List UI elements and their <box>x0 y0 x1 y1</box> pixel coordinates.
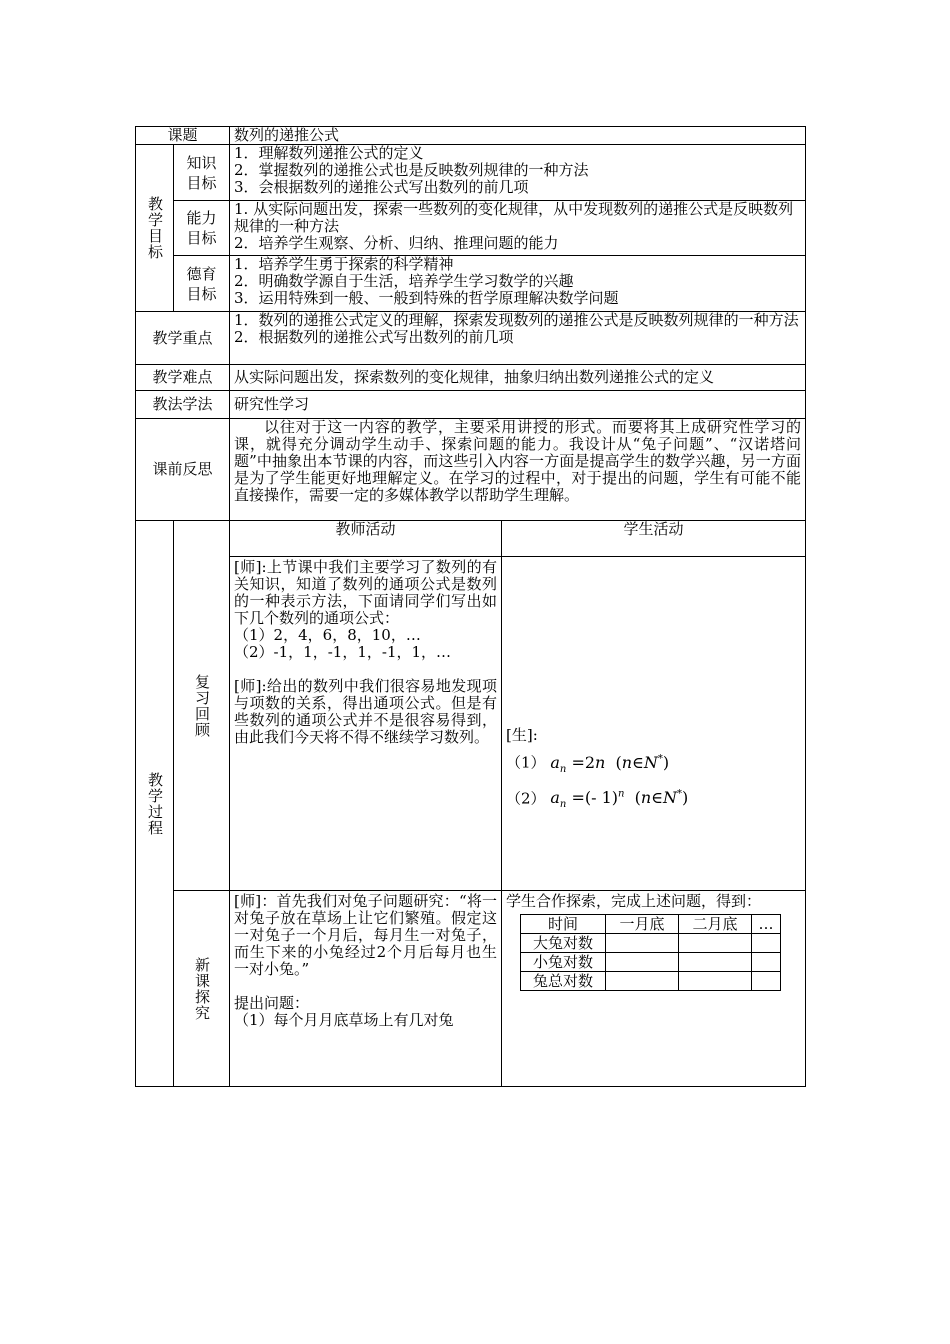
new-teacher-text-1: [师]：首先我们对兔子问题研究：“将一对兔子放在草场上让它们繁殖。假定这一对兔子一个月后，每月生一对兔子，而生下来的小兔经过2个月后每月也生一对小兔。” <box>234 892 498 978</box>
reflection-text: 以往对于这一内容的教学，主要采用讲授的形式。而要将其上成研究性学习的课，就得充分调动学生动手、探索问题的能力。我设计从“兔子问题”、“汉诺塔问题”中抽象出本节课的内容，而这些引入内容一方面是提高学生的数学兴趣，另一方面是为了学生能更好地理解定义。在学习的过程中，对于提出的问题，学生有可能不能直接操作，需要一定的多媒体教学以帮助学生理解。 <box>230 419 806 521</box>
knowledge-goal-label: 知识目标 <box>174 145 230 201</box>
new-teacher-text-3: （1）每个月月底草场上有几对兔 <box>234 1011 454 1029</box>
rabbit-table-cell <box>752 953 781 972</box>
topic-value: 数列的递推公式 <box>230 127 806 145</box>
rabbit-table-cell <box>679 972 752 991</box>
ability-item: 2．培养学生观察、分析、归纳、推理问题的能力 <box>234 234 559 252</box>
process-label-cell <box>136 521 174 1087</box>
student-activity-header: 学生活动 <box>502 521 806 557</box>
ability-goal-items <box>230 201 806 256</box>
ability-item: 1. 从实际问题出发，探索一些数列的变化规律，从中发现数列的递推公式是反映数列规律的一种方法 <box>234 200 794 235</box>
rabbit-table-cell <box>752 934 781 953</box>
new-lesson-label-cell <box>174 891 230 1087</box>
moral-item: 2．明确数学源自于生活，培养学生学习数学的兴趣 <box>234 272 574 290</box>
knowledge-item: 2．掌握数列的递推公式也是反映数列规律的一种方法 <box>234 161 589 179</box>
answer-1-number: （1） <box>506 753 546 772</box>
method-value: 研究性学习 <box>230 391 806 419</box>
key-points-label: 教学重点 <box>136 312 230 365</box>
rabbit-table-row-label: 大兔对数 <box>521 934 606 953</box>
method-label: 教法学法 <box>136 391 230 419</box>
teacher-activity-header: 教师活动 <box>230 521 502 557</box>
process-label: 教学过程 <box>146 771 164 836</box>
review-seq-1: （1）2，4，6，8，10，… <box>234 626 421 644</box>
review-teacher-text-2: [师]:给出的数列中我们很容易地发现项与项数的关系，得出通项公式。但是有些数列的通项公式并不是很容易得到，由此我们今天将不得不继续学习数列。 <box>234 677 498 746</box>
review-teacher-cell <box>230 557 502 891</box>
moral-item: 1．培养学生勇于探索的科学精神 <box>234 255 454 273</box>
answer-2-formula: $a_n$ =(- 1)$^n$ (n∈N*) <box>550 788 689 811</box>
knowledge-goal-items <box>230 145 806 201</box>
answer-1-formula: $a_n =2n$ (n∈N*) <box>550 752 670 775</box>
review-seq-2: （2）-1，1，-1，1，-1，1，… <box>234 643 452 661</box>
rabbit-table-row-label: 兔总对数 <box>521 972 606 991</box>
moral-item: 3．运用特殊到一般、一般到特殊的哲学原理解决数学问题 <box>234 289 619 307</box>
new-student-intro: 学生合作探索，完成上述问题，得到： <box>506 892 762 910</box>
rabbit-table-row-label: 小兔对数 <box>521 953 606 972</box>
rabbit-table-cell <box>752 972 781 991</box>
review-teacher-text-1: [师]:上节课中我们主要学习了数列的有关知识，知道了数列的通项公式是数列的一种表示方法，下面请同学们写出如下几个数列的通项公式： <box>234 558 498 627</box>
difficulty-label: 教学难点 <box>136 365 230 391</box>
review-label-cell <box>174 521 230 891</box>
rabbit-table-header: 一月底 <box>606 915 679 934</box>
key-points-items <box>230 312 806 365</box>
rabbit-table-header: 时间 <box>521 915 606 934</box>
goals-label-cell <box>136 145 174 312</box>
knowledge-item: 3．会根据数列的递推公式写出数列的前几项 <box>234 178 529 196</box>
ability-goal-label: 能力目标 <box>174 201 230 256</box>
key-point-item: 1．数列的递推公式定义的理解，探索发现数列的递推公式是反映数列规律的一种方法 <box>234 311 799 329</box>
rabbit-table-cell <box>679 953 752 972</box>
rabbit-table-cell <box>679 934 752 953</box>
key-point-item: 2．根据数列的递推公式写出数列的前几项 <box>234 328 514 346</box>
review-student-cell <box>502 557 806 891</box>
rabbit-table-cell <box>606 972 679 991</box>
rabbit-table-cell <box>606 934 679 953</box>
new-lesson-label: 新课探究 <box>193 956 211 1021</box>
reflection-label: 课前反思 <box>136 419 230 521</box>
lesson-plan-table <box>135 126 806 1087</box>
review-label: 复习回顾 <box>193 673 211 738</box>
new-student-cell <box>502 891 806 1087</box>
knowledge-item: 1．理解数列递推公式的定义 <box>234 144 424 162</box>
rabbit-table-cell <box>606 953 679 972</box>
topic-label: 课题 <box>136 127 230 145</box>
rabbit-table-header: … <box>752 915 781 934</box>
moral-goal-items <box>230 256 806 312</box>
rabbit-table-header: 二月底 <box>679 915 752 934</box>
difficulty-value: 从实际问题出发，探索数列的变化规律，抽象归纳出数列递推公式的定义 <box>230 365 806 391</box>
goals-label: 教学目标 <box>146 196 164 260</box>
answer-2-number: （2） <box>506 789 546 808</box>
new-teacher-text-2: 提出问题： <box>234 994 310 1012</box>
moral-goal-label: 德育目标 <box>174 256 230 312</box>
student-label: [生]: <box>506 726 538 745</box>
new-teacher-cell <box>230 891 502 1087</box>
rabbit-table <box>520 914 781 991</box>
